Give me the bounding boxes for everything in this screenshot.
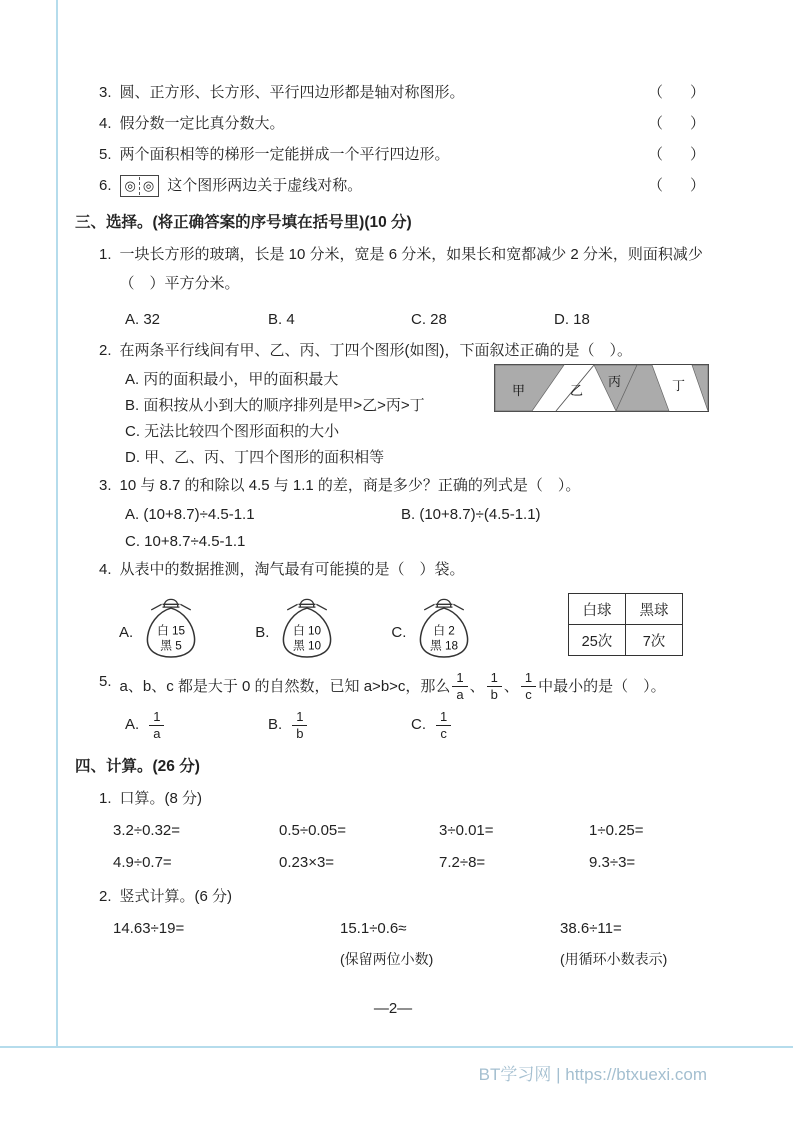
white-ball-count: 25次 [569,625,626,656]
option-c: C. 28 [411,311,447,328]
q4-options [75,589,711,661]
header-black-ball: 黑球 [626,594,683,625]
vertical-calc-heading [75,886,711,908]
item-number: 3. [99,84,112,101]
q3-options-row2 [75,531,711,553]
circle-glyph-right: ◎ [142,178,155,193]
answer-blank: （ ） [647,115,711,132]
calculation-section [75,756,711,970]
question-text-before: a、b、c 都是大于 0 的自然数，已知 a>b>c，那么 [119,677,451,695]
choice-q1 [75,244,711,331]
figure-label-jia: 甲 [512,383,526,398]
oral-item: 4.9÷0.7= [113,854,172,872]
answer-blank: （ ） [647,177,711,194]
option-label: A. [119,624,134,641]
figure-label-bing: 丙 [608,374,622,389]
sub-question-number: 2. [99,888,112,906]
sub-question-number: 1. [99,790,112,808]
bag-white-count: 白 2 [433,624,456,638]
bag-white-count: 白 10 [293,624,322,638]
choice-q2 [75,340,711,469]
option-a: A. (10+8.7)÷4.5-1.1 [125,506,255,523]
option-b: B. 面积按从小到大的顺序排列是甲>乙>丙>丁 [125,397,425,414]
table-header-row [569,594,683,625]
q3-options-row1 [75,504,711,526]
question-number: 4. [99,561,112,578]
option-a: A. 32 [125,311,161,328]
fraction-1-over-b: $\frac{1}{b}$ [292,710,307,742]
sub-question-label: 口算。(8 分) [119,790,203,808]
oral-calc-grid [75,820,711,874]
item-text: 两个面积相等的梯形一定能拼成一个平行四边形。 [119,146,450,163]
bag-black-count: 黑 5 [160,639,182,653]
section-subtitle: (将正确答案的序号填在括号里)(10 分) [152,214,412,231]
true-false-item-5 [75,144,711,166]
fraction-1-over-c: $\frac{1}{c}$ [436,710,451,742]
dashed-axis-line [139,177,140,195]
expression: 14.63÷19= [113,920,185,938]
item-number: 5. [99,146,112,163]
fraction-1-over-a: $\frac{1}{a}$ [149,710,164,742]
item-text: 圆、正方形、长方形、平行四边形都是轴对称图形。 [119,84,465,101]
option-c: C. 无法比较四个图形面积的大小 [125,423,340,440]
fraction-1-over-c: $\frac{1}{c}$ [521,671,536,703]
note: (用循环小数表示) [560,951,668,968]
option-c: C. 10+8.7÷4.5-1.1 [125,533,246,550]
sub-question-label: 竖式计算。(6 分) [119,888,233,906]
true-false-section [75,82,711,197]
question-body [120,671,711,703]
header-white-ball: 白球 [569,594,626,625]
vertical-item-1 [113,918,340,970]
section-title: 四、计算。 [75,758,153,776]
choice-q4 [75,559,711,661]
fraction-1-over-a: $\frac{1}{a}$ [452,671,467,703]
option-d: D. 甲、乙、丙、丁四个图形的面积相等 [125,449,385,466]
item-text: 这个图形两边关于虚线对称。 [167,177,363,194]
question-number: 5. [99,673,112,690]
section-heading-choice [75,212,711,234]
draw-results-table [568,593,683,656]
figure-label-ding: 丁 [672,378,686,393]
item-number: 6. [99,177,112,194]
bag-icon [139,589,203,661]
question-body: 10 与 8.7 的和除以 4.5 与 1.1 的差，商是多少？正确的列式是（ ）。 [119,477,581,494]
oral-item: 0.5÷0.05= [279,822,347,840]
bag-option-a [119,589,203,661]
answer-blank: （ ） [647,146,711,163]
option-c: C. $\frac{1}{c}$ [411,710,554,742]
oral-item: 1÷0.25= [589,822,644,840]
table-value-row [569,625,683,656]
q5-options [75,710,711,742]
figure-label-yi: 乙 [570,383,584,398]
bottom-rule [0,1046,793,1048]
option-a: A. $\frac{1}{a}$ [125,710,268,742]
item-text: 假分数一定比真分数大。 [119,115,285,132]
q1-options [75,309,711,331]
bag-option-c [391,589,476,661]
separator: 、 [503,677,519,695]
oral-item: 9.3÷3= [589,854,636,872]
bag-icon [275,589,339,661]
parallel-lines-figure [494,364,709,412]
option-b: B. 4 [268,311,295,328]
choice-section [75,212,711,741]
vertical-item-2 [340,918,560,970]
oral-item: 3÷0.01= [439,822,494,840]
question-body: 从表中的数据推测，淘气最有可能摸的是（ ）袋。 [119,561,465,578]
left-margin-rule [56,0,58,1047]
question-number: 1. [99,246,112,263]
question-number: 3. [99,477,112,494]
bag-option-b [255,589,339,661]
fraction-1-over-b: $\frac{1}{b}$ [487,671,502,703]
watermark: BT学习网 | https://btxuexi.com [478,1065,707,1084]
option-label: C. [391,624,407,641]
option-a: A. 丙的面积最小，甲的面积最大 [125,371,339,388]
bag-black-count: 黑 10 [293,639,322,653]
circle-glyph-left: ◎ [124,178,136,193]
oral-item: 3.2÷0.32= [113,822,181,840]
section-title: 三、选择。 [75,214,153,231]
question-text [75,244,711,302]
answer-blank: （ ） [647,84,711,101]
note: (保留两位小数) [340,951,434,968]
question-text [75,475,711,497]
expression: 38.6÷11= [560,920,622,938]
exam-content [75,82,711,970]
expression: 15.1÷0.6≈ [340,920,407,938]
section-heading-calc [75,756,711,778]
question-line-1: 一块长方形的玻璃，长是 10 分米，宽是 6 分米，如果长和宽都减少 2 分米，则面积减少 [119,246,703,263]
question-text [75,340,711,362]
bag-icon [412,589,476,661]
separator: 、 [469,677,485,695]
question-line-2: （ ）平方分米。 [119,275,240,292]
vertical-calc-row [75,918,711,970]
bag-black-count: 黑 18 [430,639,459,653]
question-text [75,671,711,703]
option-label: B. [255,624,270,641]
question-number: 2. [99,342,112,359]
question-text [75,559,711,581]
black-ball-count: 7次 [626,625,683,656]
section-subtitle: (26 分) [152,758,200,776]
oral-item: 0.23×3= [279,854,335,872]
oral-item: 7.2÷8= [439,854,486,872]
question-body: 在两条平行线间有甲、乙、丙、丁四个图形(如图)，下面叙述正确的是（ ）。 [119,342,633,359]
true-false-item-6 [75,175,711,197]
question-text-after: 中最小的是（ ）。 [538,677,666,695]
option-b: B. (10+8.7)÷(4.5-1.1) [401,506,541,523]
question-body [120,244,711,302]
option-d: D. 18 [554,311,590,328]
symmetry-figure-icon [120,175,160,197]
choice-q5 [75,671,711,741]
page-number: —2— [373,1000,413,1017]
bag-white-count: 白 15 [157,624,186,638]
option-b: B. $\frac{1}{b}$ [268,710,411,742]
true-false-item-4 [75,113,711,135]
true-false-item-3 [75,82,711,104]
oral-calc-heading [75,788,711,810]
choice-q3 [75,475,711,553]
vertical-item-3 [560,918,667,970]
item-number: 4. [99,115,112,132]
